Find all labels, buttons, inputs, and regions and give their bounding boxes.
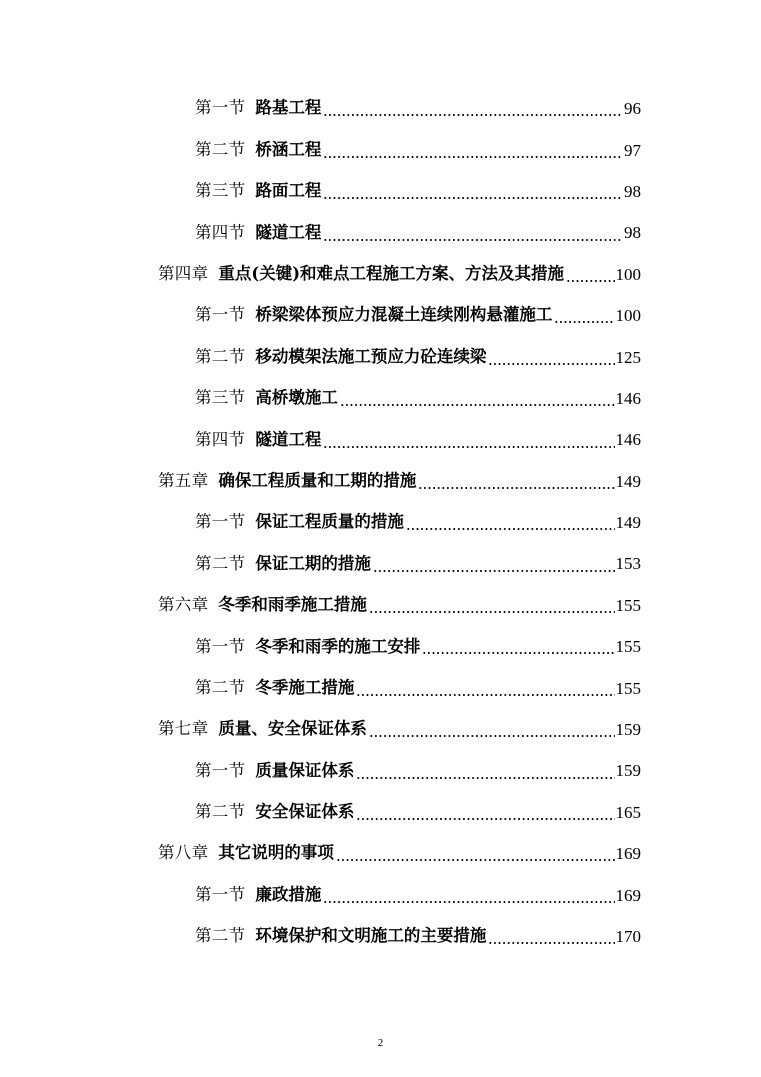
- toc-entry-section: [0, 336, 761, 377]
- toc-entry-title: 隧道工程: [255, 222, 322, 242]
- toc-entry-section: [0, 171, 761, 212]
- toc-entry-page: 155: [615, 595, 641, 615]
- toc-entry-chapter: [0, 461, 761, 502]
- toc-dot-leader: [488, 942, 614, 944]
- toc-dot-leader: [422, 652, 614, 654]
- toc-entry-label: 第四章: [158, 264, 209, 283]
- toc-entry-page: 153: [615, 554, 641, 574]
- toc-dot-leader: [418, 487, 614, 489]
- toc-entry-section: [0, 750, 761, 791]
- toc-dot-leader: [356, 777, 614, 779]
- toc-entry-label: 第二节: [195, 346, 246, 366]
- toc-entry-section: [0, 916, 761, 957]
- toc-dot-leader: [406, 528, 615, 530]
- toc-entry-page: 170: [615, 927, 641, 946]
- toc-dot-leader: [323, 239, 623, 241]
- toc-dot-leader: [566, 280, 614, 282]
- toc-entry-label: 第二节: [195, 677, 246, 697]
- toc-dot-leader: [373, 570, 615, 572]
- toc-entry-section: [0, 543, 761, 584]
- toc-dot-leader: [323, 114, 623, 116]
- toc-dot-leader: [554, 321, 614, 323]
- toc-entry-title: 冬季和雨季的施工安排: [255, 636, 421, 656]
- toc-entry-chapter: [0, 709, 761, 750]
- table-of-contents: [0, 88, 761, 957]
- toc-entry-title: 路面工程: [255, 181, 322, 201]
- toc-entry-label: 第四节: [195, 222, 246, 242]
- toc-entry-section: [0, 295, 761, 336]
- toc-entry-page: 100: [615, 264, 641, 284]
- toc-entry-page: 169: [615, 885, 641, 905]
- toc-entry-label: 第一节: [195, 636, 246, 656]
- toc-dot-leader: [323, 901, 614, 903]
- toc-entry-label: 第六章: [158, 595, 209, 615]
- toc-entry-section: [0, 667, 761, 708]
- toc-entry-page: 96: [624, 99, 641, 119]
- toc-entry-label: 第二节: [195, 139, 246, 159]
- toc-entry-page: 149: [615, 513, 641, 533]
- toc-entry-section: [0, 626, 761, 667]
- toc-entry-title: 桥涵工程: [255, 139, 322, 159]
- toc-entry-label: 第一节: [195, 305, 246, 325]
- toc-entry-title: 廉政措施: [255, 884, 322, 904]
- toc-entry-section: [0, 792, 761, 833]
- toc-entry-label: 第二节: [195, 802, 246, 822]
- toc-entry-label: 第三节: [195, 181, 246, 201]
- toc-entry-label: 第二节: [195, 926, 246, 946]
- toc-entry-label: 第四节: [195, 429, 246, 449]
- toc-entry-label: 第一节: [195, 512, 246, 532]
- toc-entry-page: 125: [615, 347, 641, 367]
- toc-entry-chapter: [0, 585, 761, 626]
- toc-entry-page: 165: [615, 802, 641, 822]
- toc-entry-title: 移动模架法施工预应力砼连续梁: [255, 346, 487, 366]
- toc-entry-label: 第七章: [158, 719, 209, 739]
- toc-entry-label: 第二节: [195, 553, 246, 573]
- toc-dot-leader: [356, 694, 614, 696]
- toc-entry-title: 冬季和雨季施工措施: [218, 595, 367, 615]
- toc-entry-section: [0, 378, 761, 419]
- toc-entry-title: 确保工程质量和工期的措施: [218, 470, 417, 490]
- page-number: 2: [377, 1037, 384, 1049]
- toc-entry-page: 98: [624, 181, 641, 201]
- toc-entry-page: 159: [615, 761, 641, 781]
- toc-entry-page: 159: [615, 720, 641, 740]
- toc-entry-label: 第一节: [195, 884, 246, 904]
- toc-entry-title: 保证工程质量的措施: [255, 512, 404, 532]
- toc-entry-title: 保证工期的措施: [255, 553, 371, 573]
- toc-entry-section: [0, 874, 761, 915]
- toc-entry-page: 98: [624, 223, 641, 243]
- toc-entry-label: 第一节: [195, 760, 246, 780]
- toc-dot-leader: [340, 404, 615, 406]
- toc-dot-leader: [369, 735, 615, 737]
- toc-entry-page: 155: [615, 678, 641, 698]
- toc-dot-leader: [356, 818, 614, 820]
- toc-entry-section: [0, 419, 761, 460]
- toc-entry-page: 169: [615, 844, 641, 864]
- toc-entry-chapter: [0, 254, 761, 295]
- toc-entry-label: 第三节: [195, 388, 246, 408]
- toc-entry-section: [0, 129, 761, 170]
- toc-dot-leader: [488, 363, 614, 365]
- toc-entry-page: 155: [615, 637, 641, 657]
- toc-entry-page: 100: [615, 306, 641, 326]
- toc-dot-leader: [323, 446, 614, 448]
- toc-dot-leader: [336, 859, 615, 861]
- toc-entry-title: 隧道工程: [255, 429, 322, 449]
- toc-dot-leader: [369, 611, 615, 613]
- toc-entry-title: 质量保证体系: [255, 760, 355, 780]
- toc-entry-page: 146: [615, 388, 641, 408]
- toc-entry-title: 重点(关键)和难点工程施工方案、方法及其措施: [218, 264, 565, 283]
- toc-entry-title: 其它说明的事项: [218, 843, 334, 863]
- toc-entry-section: [0, 212, 761, 253]
- toc-dot-leader: [323, 156, 623, 158]
- toc-entry-title: 环境保护和文明施工的主要措施: [255, 926, 487, 946]
- toc-entry-title: 桥梁梁体预应力混凝土连续刚构悬灌施工: [255, 305, 553, 325]
- toc-entry-page: 149: [615, 471, 641, 491]
- toc-entry-chapter: [0, 833, 761, 874]
- toc-entry-section: [0, 88, 761, 129]
- toc-entry-page: 146: [615, 430, 641, 450]
- toc-entry-title: 安全保证体系: [255, 802, 355, 822]
- toc-entry-label: 第一节: [195, 98, 246, 118]
- toc-entry-title: 冬季施工措施: [255, 677, 355, 697]
- toc-entry-label: 第八章: [158, 843, 209, 863]
- toc-dot-leader: [323, 197, 623, 199]
- toc-entry-title: 路基工程: [255, 98, 322, 118]
- toc-entry-title: 高桥墩施工: [255, 388, 338, 408]
- toc-entry-page: 97: [624, 140, 641, 160]
- toc-entry-title: 质量、安全保证体系: [218, 719, 367, 739]
- toc-entry-section: [0, 502, 761, 543]
- toc-entry-label: 第五章: [158, 470, 209, 490]
